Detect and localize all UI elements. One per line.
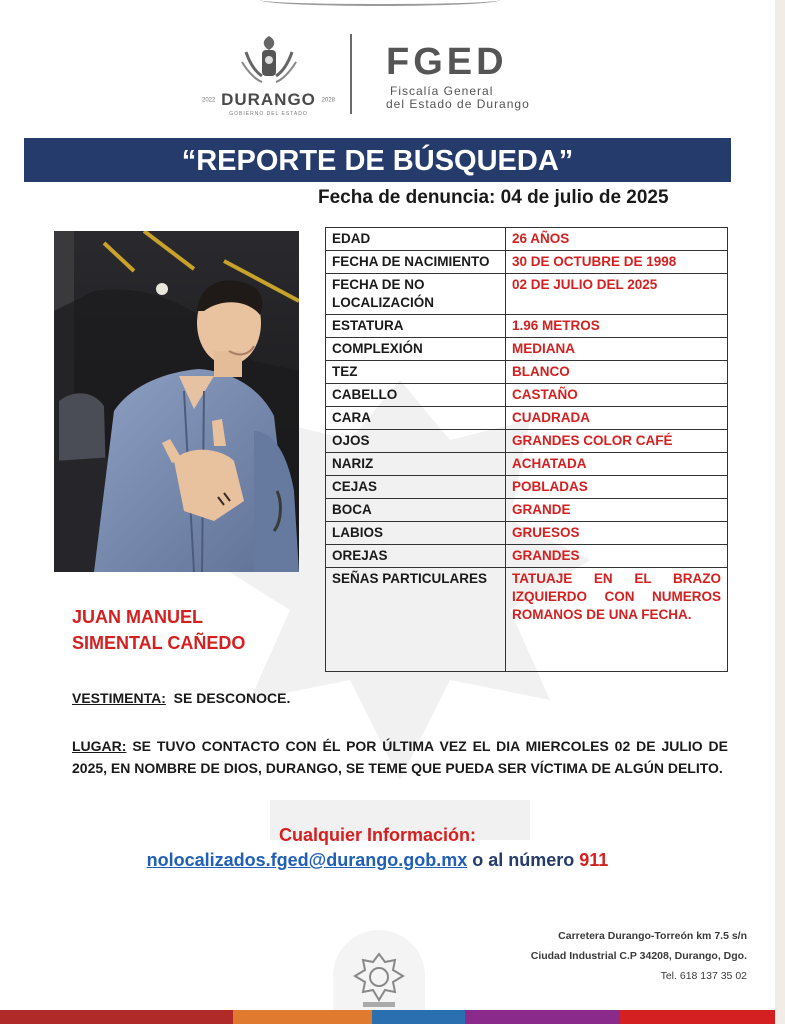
detail-label: FECHA DE NO LOCALIZACIÓN: [326, 274, 506, 315]
detail-label: CEJAS: [326, 476, 506, 499]
color-bar-segment: [620, 1010, 775, 1024]
detail-row: [326, 228, 728, 251]
detail-row: [326, 499, 728, 522]
clothing-section: [72, 690, 290, 706]
detail-label: NARIZ: [326, 453, 506, 476]
color-bar-segment: [233, 1010, 373, 1024]
agency-acronym: FGED: [386, 41, 508, 83]
missing-person-photo: [54, 231, 299, 572]
detail-row: [326, 453, 728, 476]
detail-value: POBLADAS: [506, 476, 728, 499]
detail-value: BLANCO: [506, 361, 728, 384]
contact-line: [0, 850, 755, 871]
clothing-label: VESTIMENTA:: [72, 690, 166, 706]
detail-row: [326, 361, 728, 384]
color-bar-segment: [465, 1010, 620, 1024]
logo-subtitle: GOBIERNO DEL ESTADO: [229, 111, 308, 117]
detail-value: MEDIANA: [506, 338, 728, 361]
detail-label: OJOS: [326, 430, 506, 453]
name-line1: JUAN MANUEL: [72, 607, 204, 627]
durango-wordmark: [196, 90, 341, 110]
detail-label: ESTATURA: [326, 315, 506, 338]
detail-label: BOCA: [326, 499, 506, 522]
physical-description-table: [325, 227, 728, 672]
detail-value: ACHATADA: [506, 453, 728, 476]
detail-label: TEZ: [326, 361, 506, 384]
contact-heading: Cualquier Información:: [278, 825, 476, 845]
color-bar-segment: [0, 1010, 233, 1024]
detail-row: [326, 384, 728, 407]
detail-label: LABIOS: [326, 522, 506, 545]
detail-value: 26 AÑOS: [506, 228, 728, 251]
report-date: Fecha de denuncia: 04 de julio de 2025: [318, 187, 669, 208]
address-line1: Carretera Durango-Torreón km 7.5 s/n: [558, 930, 747, 942]
detail-label: CABELLO: [326, 384, 506, 407]
detail-label: CARA: [326, 407, 506, 430]
footer-address: [531, 926, 747, 986]
detail-row: [326, 338, 728, 361]
detail-value: 1.96 METROS: [506, 315, 728, 338]
location-label: LUGAR:: [72, 738, 127, 754]
clothing-value: SE DESCONOCE.: [173, 690, 291, 706]
address-line2: Ciudad Industrial C.P 34208, Durango, Dgo.: [530, 950, 747, 962]
durango-state-logo: [196, 32, 341, 120]
agency-name-line2: del Estado de Durango: [386, 97, 530, 111]
detail-row: [326, 407, 728, 430]
detail-label: COMPLEXIÓN: [326, 338, 506, 361]
detail-label: EDAD: [326, 228, 506, 251]
detail-value: 30 DE OCTUBRE DE 1998: [506, 251, 728, 274]
location-section: [72, 735, 728, 779]
detail-value: CASTAÑO: [506, 384, 728, 407]
detail-value: TATUAJE EN EL BRAZO IZQUIERDO CON NUMEROS ROMANOS DE UNA FECHA.: [506, 568, 728, 672]
detail-value: 02 DE JULIO DEL 2025: [506, 274, 728, 315]
page-edge: [775, 0, 785, 1024]
contact-connector: o al número: [472, 850, 575, 870]
name-line2: SIMENTAL CAÑEDO: [72, 633, 246, 653]
footer-color-bar: [0, 1010, 775, 1024]
detail-value: CUADRADA: [506, 407, 728, 430]
detail-value: GRANDES COLOR CAFÉ: [506, 430, 728, 453]
detail-label: OREJAS: [326, 545, 506, 568]
footer-emblem-icon: [349, 950, 409, 1010]
detail-row: [326, 315, 728, 338]
state-crest-icon: [238, 32, 300, 88]
color-bar-segment: [372, 1010, 465, 1024]
agency-name-line1: Fiscalía General: [390, 84, 494, 98]
detail-row: [326, 274, 728, 315]
detail-label: SEÑAS PARTICULARES: [326, 568, 506, 672]
person-photo-illustration: [54, 231, 299, 572]
missing-person-name: [72, 604, 245, 656]
detail-row: [326, 522, 728, 545]
logo-year-right: 2028: [321, 97, 336, 104]
logo-divider: [350, 34, 352, 114]
detail-label: FECHA DE NACIMIENTO: [326, 251, 506, 274]
detail-value: GRUESOS: [506, 522, 728, 545]
location-value: SE TUVO CONTACTO CON ÉL POR ÚLTIMA VEZ EL DIA MIERCOLES 02 DE JULIO DE 2025, EN NOMBRE DE DIOS, DURANGO, SE TEME QUE PUEDA SER VÍCTIMA DE ALGÚN DELITO.: [72, 738, 729, 776]
detail-row: [326, 545, 728, 568]
detail-row: [326, 430, 728, 453]
report-title-banner: “REPORTE DE BÚSQUEDA”: [24, 138, 731, 182]
contact-email-link[interactable]: nolocalizados.fged@durango.gob.mx: [146, 850, 468, 870]
detail-value: GRANDE: [506, 499, 728, 522]
logo-year-left: 2022: [201, 97, 216, 104]
detail-row: [326, 476, 728, 499]
detail-row: [326, 568, 728, 672]
contact-phone: 911: [579, 850, 609, 870]
detail-value: GRANDES: [506, 545, 728, 568]
footer-phone: Tel. 618 137 35 02: [660, 970, 747, 982]
detail-row: [326, 251, 728, 274]
logo-state-name: DURANGO: [221, 90, 316, 109]
top-ornament: [260, 0, 500, 6]
